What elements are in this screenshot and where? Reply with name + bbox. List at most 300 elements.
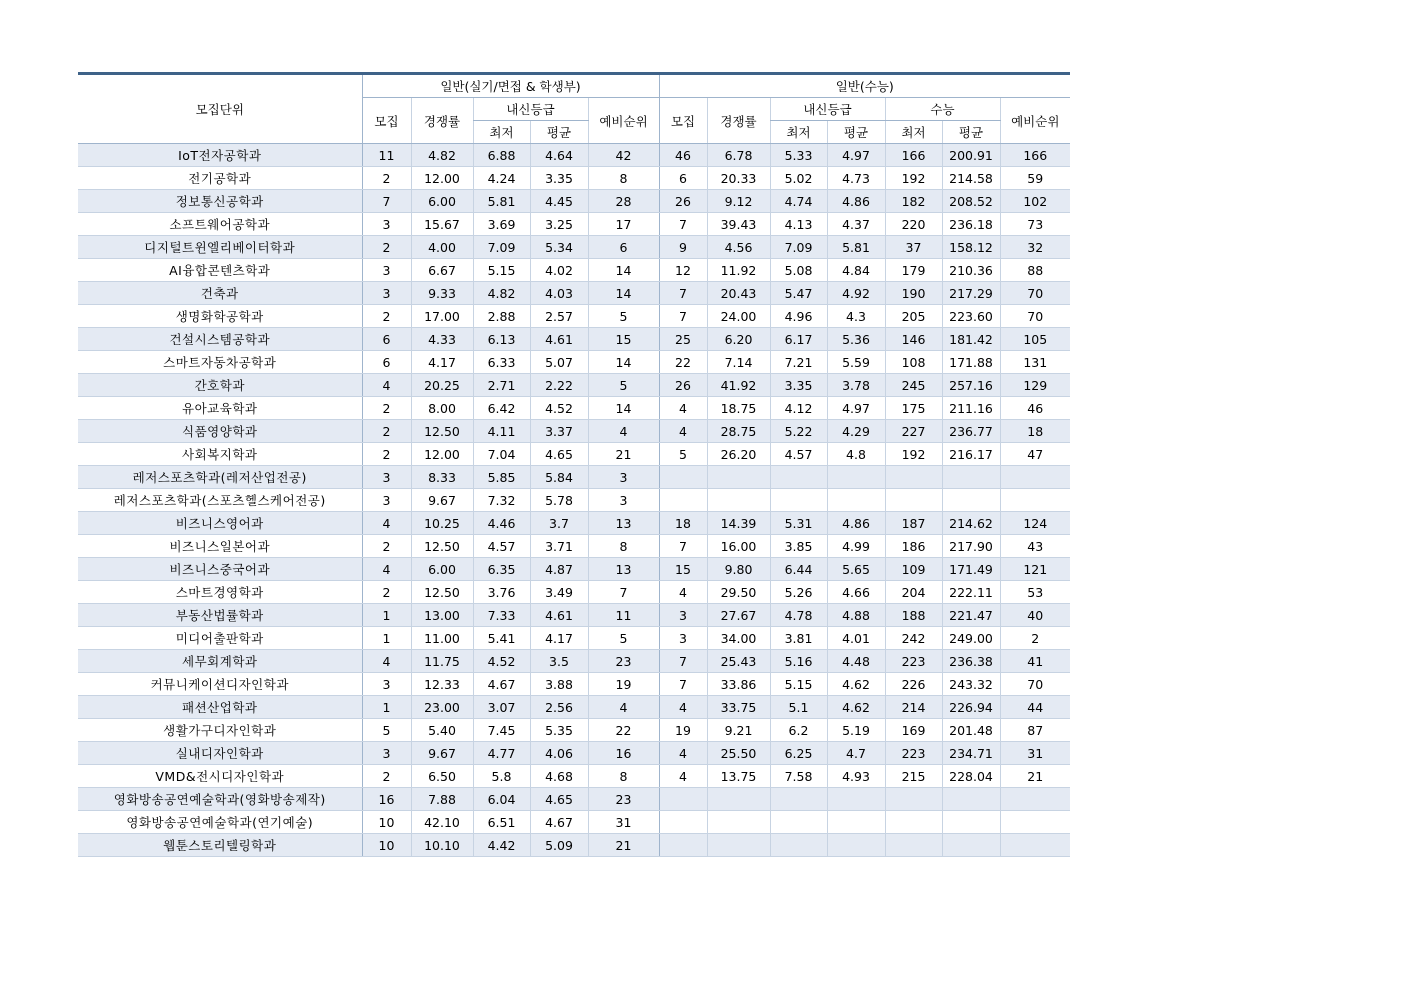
cell-b-naesin-min: 4.96 (770, 305, 827, 328)
cell-a-naesin-min: 4.82 (473, 282, 530, 305)
cell-unit-name: 식품영양학과 (78, 420, 362, 443)
cell-a-naesin-avg: 3.71 (530, 535, 588, 558)
cell-a-naesin-min: 4.24 (473, 167, 530, 190)
cell-a-recruit: 3 (362, 282, 411, 305)
cell-a-reserve: 15 (588, 328, 659, 351)
cell-b-suneung-avg: 171.88 (942, 351, 1000, 374)
cell-b-naesin-min: 6.17 (770, 328, 827, 351)
cell-b-competition: 14.39 (707, 512, 770, 535)
cell-a-recruit: 2 (362, 581, 411, 604)
cell-a-recruit: 2 (362, 535, 411, 558)
cell-a-naesin-min: 4.42 (473, 834, 530, 857)
table-row (78, 305, 1070, 328)
cell-a-competition: 11.00 (411, 627, 473, 650)
cell-b-suneung-min: 108 (885, 351, 942, 374)
cell-a-recruit: 2 (362, 765, 411, 788)
cell-a-naesin-min: 4.52 (473, 650, 530, 673)
cell-a-reserve: 14 (588, 259, 659, 282)
table-row (78, 282, 1070, 305)
cell-b-reserve: 105 (1000, 328, 1070, 351)
cell-b-competition: 20.43 (707, 282, 770, 305)
cell-a-naesin-avg: 4.03 (530, 282, 588, 305)
cell-unit-name: 사회복지학과 (78, 443, 362, 466)
table-row (78, 604, 1070, 627)
cell-a-reserve: 3 (588, 489, 659, 512)
cell-b-competition: 41.92 (707, 374, 770, 397)
cell-b-competition: 11.92 (707, 259, 770, 282)
cell-a-reserve: 17 (588, 213, 659, 236)
cell-a-competition: 13.00 (411, 604, 473, 627)
cell-b-naesin-avg: 5.65 (827, 558, 885, 581)
cell-b-competition: 39.43 (707, 213, 770, 236)
cell-a-recruit: 10 (362, 834, 411, 857)
cell-b-recruit: 4 (659, 420, 707, 443)
cell-b-competition: 6.78 (707, 144, 770, 167)
cell-b-naesin-min: 6.25 (770, 742, 827, 765)
table-row (78, 765, 1070, 788)
cell-a-reserve: 4 (588, 420, 659, 443)
cell-b-naesin-min: 6.2 (770, 719, 827, 742)
cell-b-reserve: 70 (1000, 673, 1070, 696)
cell-b-naesin-avg (827, 834, 885, 857)
cell-b-naesin-min: 4.74 (770, 190, 827, 213)
cell-a-recruit: 2 (362, 167, 411, 190)
cell-b-suneung-avg: 226.94 (942, 696, 1000, 719)
cell-b-reserve: 47 (1000, 443, 1070, 466)
cell-b-naesin-min: 5.15 (770, 673, 827, 696)
header-b-reserve: 예비순위 (1000, 98, 1070, 144)
cell-a-naesin-avg: 4.61 (530, 604, 588, 627)
cell-a-recruit: 4 (362, 512, 411, 535)
cell-b-suneung-avg (942, 489, 1000, 512)
cell-a-competition: 6.00 (411, 558, 473, 581)
cell-b-competition: 16.00 (707, 535, 770, 558)
cell-a-naesin-avg: 2.57 (530, 305, 588, 328)
cell-b-competition: 25.50 (707, 742, 770, 765)
header-group-suneung: 일반(수능) (659, 74, 1070, 98)
cell-unit-name: 패션산업학과 (78, 696, 362, 719)
cell-a-reserve: 31 (588, 811, 659, 834)
cell-b-naesin-avg: 5.59 (827, 351, 885, 374)
cell-a-reserve: 14 (588, 397, 659, 420)
cell-b-competition: 33.86 (707, 673, 770, 696)
cell-a-naesin-avg: 4.61 (530, 328, 588, 351)
cell-a-recruit: 5 (362, 719, 411, 742)
cell-a-naesin-avg: 4.17 (530, 627, 588, 650)
cell-unit-name: 소프트웨어공학과 (78, 213, 362, 236)
cell-b-recruit: 4 (659, 397, 707, 420)
cell-a-reserve: 6 (588, 236, 659, 259)
cell-b-suneung-min: 188 (885, 604, 942, 627)
table-row (78, 581, 1070, 604)
cell-a-competition: 8.33 (411, 466, 473, 489)
cell-a-reserve: 21 (588, 443, 659, 466)
cell-a-competition: 17.00 (411, 305, 473, 328)
cell-b-recruit: 4 (659, 765, 707, 788)
cell-b-naesin-min: 5.1 (770, 696, 827, 719)
cell-b-competition: 24.00 (707, 305, 770, 328)
header-b-suneung: 수능 (885, 98, 1000, 121)
cell-b-recruit: 4 (659, 696, 707, 719)
cell-unit-name: 미디어출판학과 (78, 627, 362, 650)
cell-b-naesin-avg: 4.97 (827, 397, 885, 420)
cell-b-naesin-min: 4.12 (770, 397, 827, 420)
cell-b-suneung-min: 190 (885, 282, 942, 305)
cell-b-suneung-avg: 210.36 (942, 259, 1000, 282)
cell-a-competition: 4.33 (411, 328, 473, 351)
cell-b-reserve: 87 (1000, 719, 1070, 742)
cell-b-recruit (659, 489, 707, 512)
cell-a-naesin-min: 2.71 (473, 374, 530, 397)
table-row (78, 627, 1070, 650)
cell-a-naesin-min: 4.11 (473, 420, 530, 443)
cell-a-naesin-min: 6.33 (473, 351, 530, 374)
cell-a-recruit: 1 (362, 696, 411, 719)
cell-b-suneung-min: 223 (885, 742, 942, 765)
cell-unit-name: 비즈니스영어과 (78, 512, 362, 535)
cell-b-competition: 33.75 (707, 696, 770, 719)
table-row (78, 167, 1070, 190)
cell-b-suneung-min: 192 (885, 443, 942, 466)
cell-b-naesin-avg: 4.01 (827, 627, 885, 650)
cell-a-competition: 15.67 (411, 213, 473, 236)
header-b-naesin: 내신등급 (770, 98, 885, 121)
cell-b-naesin-avg: 4.84 (827, 259, 885, 282)
cell-b-reserve: 131 (1000, 351, 1070, 374)
cell-b-recruit: 7 (659, 213, 707, 236)
header-unit: 모집단위 (78, 74, 362, 144)
cell-a-reserve: 21 (588, 834, 659, 857)
cell-a-naesin-avg: 5.09 (530, 834, 588, 857)
cell-b-suneung-min: 215 (885, 765, 942, 788)
cell-a-competition: 12.50 (411, 581, 473, 604)
table-row (78, 535, 1070, 558)
cell-b-suneung-avg: 217.29 (942, 282, 1000, 305)
cell-a-competition: 12.50 (411, 420, 473, 443)
cell-a-naesin-avg: 3.7 (530, 512, 588, 535)
cell-b-recruit: 26 (659, 190, 707, 213)
cell-a-competition: 6.00 (411, 190, 473, 213)
cell-b-naesin-avg (827, 811, 885, 834)
table-row (78, 190, 1070, 213)
cell-b-suneung-min: 186 (885, 535, 942, 558)
cell-a-competition: 10.25 (411, 512, 473, 535)
cell-a-naesin-min: 3.76 (473, 581, 530, 604)
cell-a-recruit: 2 (362, 305, 411, 328)
cell-a-reserve: 5 (588, 627, 659, 650)
cell-b-suneung-avg (942, 466, 1000, 489)
header-a-recruit: 모집 (362, 98, 411, 144)
cell-a-competition: 4.00 (411, 236, 473, 259)
cell-a-reserve: 5 (588, 374, 659, 397)
cell-b-naesin-avg: 5.81 (827, 236, 885, 259)
cell-b-naesin-min: 5.16 (770, 650, 827, 673)
cell-b-competition: 18.75 (707, 397, 770, 420)
header-b-suneung-min: 최저 (885, 121, 942, 144)
cell-b-naesin-avg: 4.62 (827, 696, 885, 719)
cell-unit-name: 비즈니스일본어과 (78, 535, 362, 558)
cell-b-suneung-min: 223 (885, 650, 942, 673)
cell-a-recruit: 11 (362, 144, 411, 167)
table-row (78, 742, 1070, 765)
cell-a-naesin-avg: 3.35 (530, 167, 588, 190)
cell-a-naesin-avg: 5.78 (530, 489, 588, 512)
cell-a-competition: 42.10 (411, 811, 473, 834)
cell-b-reserve: 70 (1000, 305, 1070, 328)
cell-b-reserve (1000, 489, 1070, 512)
cell-b-suneung-avg: 214.62 (942, 512, 1000, 535)
cell-b-naesin-min: 5.33 (770, 144, 827, 167)
cell-b-suneung-min (885, 811, 942, 834)
table-row (78, 144, 1070, 167)
cell-a-reserve: 11 (588, 604, 659, 627)
cell-b-recruit: 19 (659, 719, 707, 742)
cell-b-suneung-avg: 200.91 (942, 144, 1000, 167)
cell-b-reserve: 18 (1000, 420, 1070, 443)
table-row (78, 811, 1070, 834)
cell-b-naesin-min: 4.78 (770, 604, 827, 627)
table-row (78, 696, 1070, 719)
cell-b-suneung-min: 227 (885, 420, 942, 443)
cell-b-recruit: 22 (659, 351, 707, 374)
cell-b-suneung-avg: 208.52 (942, 190, 1000, 213)
cell-b-suneung-avg: 223.60 (942, 305, 1000, 328)
cell-b-naesin-avg (827, 788, 885, 811)
cell-b-naesin-min: 5.26 (770, 581, 827, 604)
cell-a-recruit: 2 (362, 443, 411, 466)
cell-b-naesin-avg: 5.19 (827, 719, 885, 742)
table-row (78, 259, 1070, 282)
cell-b-reserve: 40 (1000, 604, 1070, 627)
header-b-suneung-avg: 평균 (942, 121, 1000, 144)
cell-a-reserve: 5 (588, 305, 659, 328)
cell-a-naesin-avg: 4.68 (530, 765, 588, 788)
cell-b-suneung-avg: 158.12 (942, 236, 1000, 259)
cell-b-naesin-avg: 4.48 (827, 650, 885, 673)
cell-a-recruit: 4 (362, 650, 411, 673)
cell-a-reserve: 14 (588, 351, 659, 374)
cell-b-suneung-min: 182 (885, 190, 942, 213)
cell-b-suneung-min: 146 (885, 328, 942, 351)
cell-b-naesin-min (770, 788, 827, 811)
table-header (78, 74, 1070, 144)
cell-a-competition: 23.00 (411, 696, 473, 719)
cell-b-suneung-avg: 171.49 (942, 558, 1000, 581)
cell-a-naesin-avg: 4.06 (530, 742, 588, 765)
cell-b-suneung-min: 205 (885, 305, 942, 328)
cell-b-naesin-min (770, 834, 827, 857)
table-row (78, 834, 1070, 857)
cell-b-competition: 9.80 (707, 558, 770, 581)
cell-b-competition: 9.12 (707, 190, 770, 213)
cell-unit-name: 영화방송공연예술학과(영화방송제작) (78, 788, 362, 811)
cell-b-recruit: 5 (659, 443, 707, 466)
cell-b-naesin-avg (827, 489, 885, 512)
cell-b-naesin-avg: 4.73 (827, 167, 885, 190)
cell-a-recruit: 2 (362, 397, 411, 420)
cell-unit-name: AI융합콘텐츠학과 (78, 259, 362, 282)
header-a-competition: 경쟁률 (411, 98, 473, 144)
cell-a-recruit: 6 (362, 328, 411, 351)
cell-a-competition: 12.33 (411, 673, 473, 696)
table-row (78, 466, 1070, 489)
cell-b-reserve: 46 (1000, 397, 1070, 420)
cell-b-naesin-avg (827, 466, 885, 489)
cell-a-competition: 12.50 (411, 535, 473, 558)
cell-b-naesin-avg: 4.86 (827, 190, 885, 213)
cell-a-naesin-min: 7.45 (473, 719, 530, 742)
table-row (78, 558, 1070, 581)
table-row (78, 328, 1070, 351)
cell-b-competition: 6.20 (707, 328, 770, 351)
cell-a-recruit: 3 (362, 489, 411, 512)
cell-b-recruit (659, 466, 707, 489)
cell-b-reserve: 43 (1000, 535, 1070, 558)
cell-a-reserve: 42 (588, 144, 659, 167)
header-a-naesin: 내신등급 (473, 98, 588, 121)
cell-b-competition: 7.14 (707, 351, 770, 374)
cell-b-naesin-min (770, 489, 827, 512)
cell-b-suneung-avg: 221.47 (942, 604, 1000, 627)
cell-a-reserve: 3 (588, 466, 659, 489)
cell-a-competition: 4.17 (411, 351, 473, 374)
cell-b-suneung-min: 179 (885, 259, 942, 282)
cell-a-naesin-min: 6.35 (473, 558, 530, 581)
cell-unit-name: 생활가구디자인학과 (78, 719, 362, 742)
cell-b-naesin-min: 5.22 (770, 420, 827, 443)
cell-b-recruit: 3 (659, 604, 707, 627)
cell-unit-name: VMD&전시디자인학과 (78, 765, 362, 788)
cell-b-suneung-avg: 181.42 (942, 328, 1000, 351)
cell-b-suneung-min (885, 489, 942, 512)
cell-a-recruit: 2 (362, 236, 411, 259)
cell-b-suneung-avg: 236.18 (942, 213, 1000, 236)
cell-b-naesin-avg: 4.88 (827, 604, 885, 627)
cell-unit-name: 생명화학공학과 (78, 305, 362, 328)
cell-b-suneung-avg: 236.38 (942, 650, 1000, 673)
cell-a-reserve: 16 (588, 742, 659, 765)
cell-unit-name: 스마트경영학과 (78, 581, 362, 604)
cell-b-recruit: 18 (659, 512, 707, 535)
cell-b-naesin-avg: 4.86 (827, 512, 885, 535)
cell-a-naesin-avg: 3.88 (530, 673, 588, 696)
cell-b-reserve: 44 (1000, 696, 1070, 719)
cell-a-recruit: 4 (362, 558, 411, 581)
cell-b-naesin-min: 4.57 (770, 443, 827, 466)
table-row (78, 512, 1070, 535)
cell-b-naesin-min (770, 811, 827, 834)
cell-a-reserve: 23 (588, 650, 659, 673)
cell-a-naesin-avg: 4.67 (530, 811, 588, 834)
cell-b-naesin-min: 4.13 (770, 213, 827, 236)
cell-a-naesin-min: 7.04 (473, 443, 530, 466)
header-b-naesin-avg: 평균 (827, 121, 885, 144)
cell-a-competition: 12.00 (411, 443, 473, 466)
cell-b-suneung-min: 166 (885, 144, 942, 167)
cell-a-competition: 9.67 (411, 742, 473, 765)
cell-a-naesin-min: 6.13 (473, 328, 530, 351)
cell-b-suneung-avg (942, 811, 1000, 834)
cell-unit-name: 커뮤니케이션디자인학과 (78, 673, 362, 696)
cell-b-competition: 34.00 (707, 627, 770, 650)
cell-b-naesin-avg: 4.62 (827, 673, 885, 696)
table-row (78, 489, 1070, 512)
cell-b-suneung-min: 245 (885, 374, 942, 397)
cell-a-naesin-avg: 2.22 (530, 374, 588, 397)
table-row (78, 397, 1070, 420)
cell-b-reserve (1000, 811, 1070, 834)
cell-b-reserve: 59 (1000, 167, 1070, 190)
cell-b-suneung-avg: 222.11 (942, 581, 1000, 604)
cell-unit-name: 비즈니스중국어과 (78, 558, 362, 581)
cell-b-recruit: 6 (659, 167, 707, 190)
cell-a-naesin-avg: 4.65 (530, 788, 588, 811)
cell-unit-name: 유아교육학과 (78, 397, 362, 420)
cell-b-suneung-avg: 243.32 (942, 673, 1000, 696)
cell-b-recruit: 9 (659, 236, 707, 259)
cell-b-reserve (1000, 466, 1070, 489)
cell-a-naesin-avg: 3.49 (530, 581, 588, 604)
cell-a-naesin-avg: 3.25 (530, 213, 588, 236)
cell-a-competition: 8.00 (411, 397, 473, 420)
cell-unit-name: 건축과 (78, 282, 362, 305)
cell-a-naesin-avg: 4.65 (530, 443, 588, 466)
cell-a-reserve: 22 (588, 719, 659, 742)
cell-a-reserve: 8 (588, 535, 659, 558)
cell-a-reserve: 13 (588, 512, 659, 535)
cell-a-naesin-min: 7.09 (473, 236, 530, 259)
table-body (78, 144, 1070, 857)
cell-b-reserve (1000, 834, 1070, 857)
cell-b-recruit: 4 (659, 742, 707, 765)
cell-a-competition: 5.40 (411, 719, 473, 742)
cell-b-competition (707, 489, 770, 512)
cell-a-naesin-avg: 4.52 (530, 397, 588, 420)
cell-b-naesin-min: 3.81 (770, 627, 827, 650)
cell-b-suneung-avg: 236.77 (942, 420, 1000, 443)
cell-b-naesin-min (770, 466, 827, 489)
cell-a-competition: 6.50 (411, 765, 473, 788)
cell-b-competition (707, 834, 770, 857)
cell-b-naesin-avg: 4.97 (827, 144, 885, 167)
cell-a-naesin-min: 5.15 (473, 259, 530, 282)
cell-unit-name: 부동산법률학과 (78, 604, 362, 627)
cell-a-naesin-min: 5.41 (473, 627, 530, 650)
cell-unit-name: 웹툰스토리텔링학과 (78, 834, 362, 857)
cell-b-reserve (1000, 788, 1070, 811)
cell-b-competition: 25.43 (707, 650, 770, 673)
cell-b-recruit: 7 (659, 650, 707, 673)
cell-a-naesin-avg: 4.64 (530, 144, 588, 167)
cell-b-recruit: 7 (659, 673, 707, 696)
cell-a-competition: 11.75 (411, 650, 473, 673)
cell-a-naesin-min: 4.67 (473, 673, 530, 696)
cell-a-competition: 7.88 (411, 788, 473, 811)
cell-b-suneung-avg: 257.16 (942, 374, 1000, 397)
cell-b-recruit: 3 (659, 627, 707, 650)
cell-b-reserve: 88 (1000, 259, 1070, 282)
cell-b-reserve: 53 (1000, 581, 1070, 604)
cell-a-naesin-avg: 5.34 (530, 236, 588, 259)
cell-b-competition: 28.75 (707, 420, 770, 443)
cell-b-reserve: 121 (1000, 558, 1070, 581)
cell-a-reserve: 7 (588, 581, 659, 604)
cell-b-recruit: 46 (659, 144, 707, 167)
cell-b-competition: 26.20 (707, 443, 770, 466)
cell-a-competition: 12.00 (411, 167, 473, 190)
cell-unit-name: 디지털트윈엘리베이터학과 (78, 236, 362, 259)
cell-b-recruit (659, 811, 707, 834)
